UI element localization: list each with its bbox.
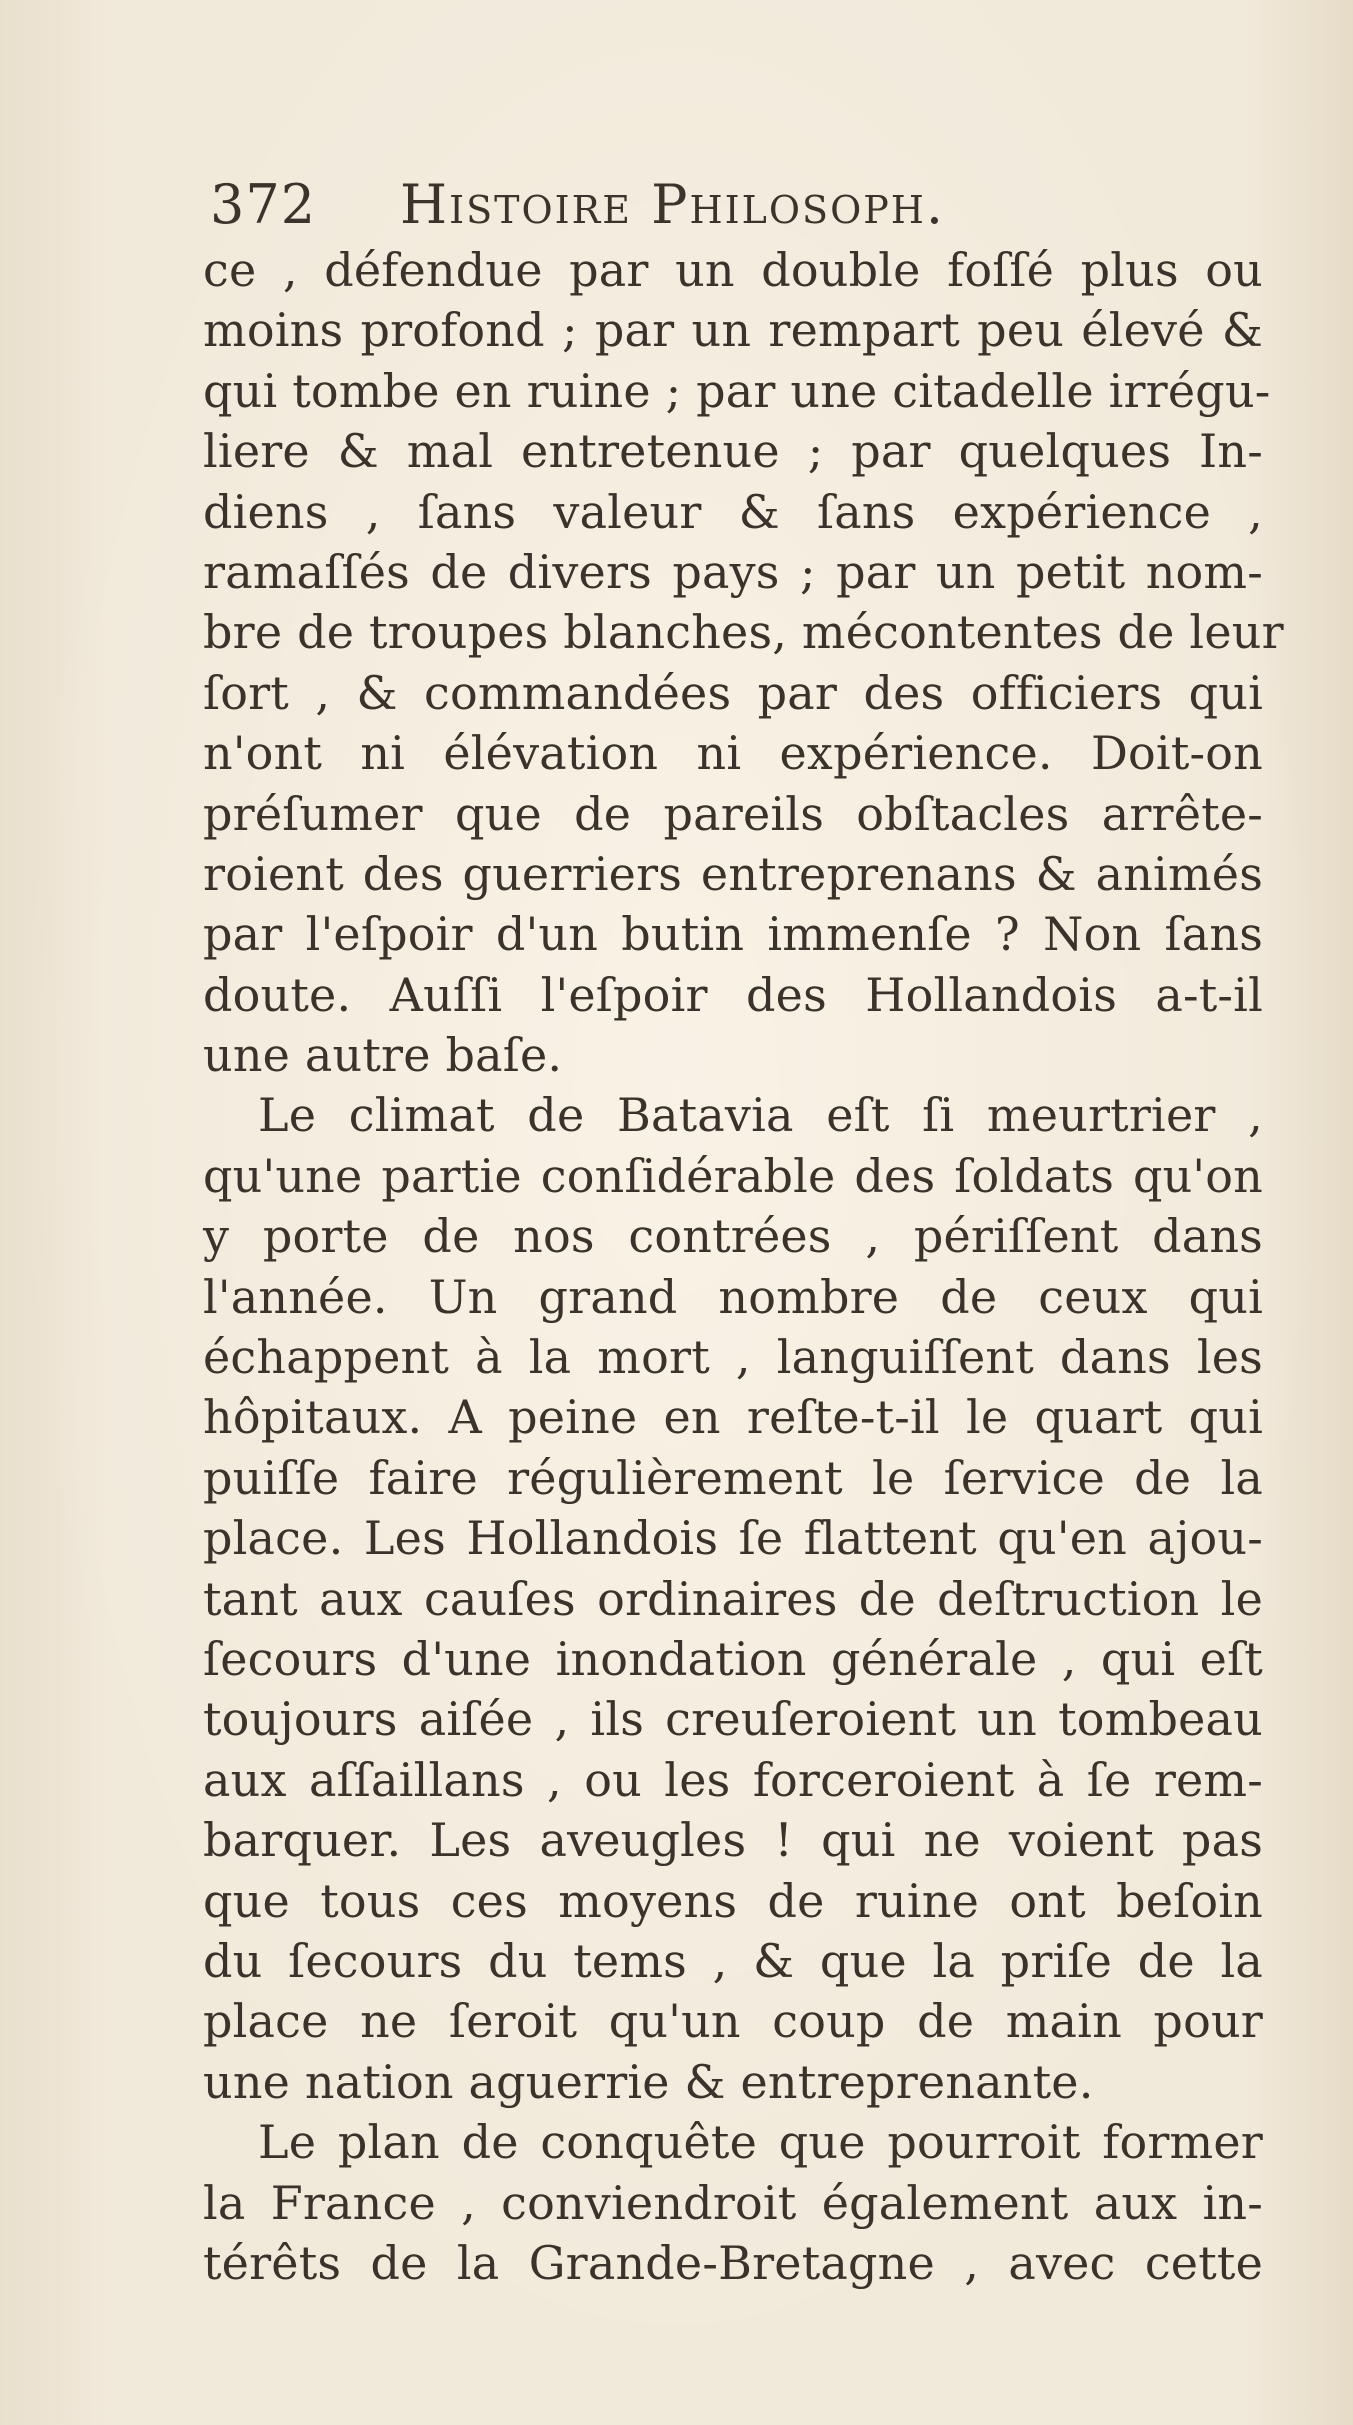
text-line: du ſecours du tems , & que la priſe de la (203, 1933, 1263, 1988)
text-line: aux aſſaillans , ou les forceroient à ſe rem- (203, 1752, 1263, 1807)
page-number: 372 (210, 173, 317, 236)
text-line: ce , défendue par un double foſſé plus ou (203, 243, 1263, 297)
body-text (203, 240, 1284, 2293)
text-line: Le plan de conquête que pourroit former (258, 2115, 1263, 2170)
text-line: y porte de nos contrées , périſſent dans (203, 1209, 1263, 1264)
text-line: la France , conviendroit également aux in- (203, 2175, 1263, 2230)
text-line: diens , ſans valeur & ſans expérience , (203, 484, 1263, 539)
text-line: une autre baſe. (203, 1028, 563, 1083)
text-line: Le climat de Batavia eſt ſi meurtrier , (258, 1088, 1263, 1143)
text-line: hôpitaux. A peine en reſte-t-il le quart qui (203, 1390, 1263, 1445)
text-line: qui tombe en ruine ; par une citadelle irrégu- (203, 363, 1271, 418)
text-line: préſumer que de pareils obſtacles arrête- (203, 786, 1263, 841)
page-header (210, 165, 1170, 245)
text-line: échappent à la mort , languiſſent dans les (203, 1330, 1263, 1385)
text-line: que tous ces moyens de ruine ont beſoin (203, 1873, 1263, 1928)
text-line: place ne ſeroit qu'un coup de main pour (203, 1994, 1263, 2049)
text-line: par l'eſpoir d'un butin immenſe ? Non ſans (203, 907, 1263, 962)
text-line: qu'une partie conſidérable des ſoldats qu'on (203, 1148, 1263, 1203)
text-line: bre de troupes blanches, mécontentes de leur (203, 605, 1284, 660)
text-line: ſort , & commandées par des officiers qui (203, 665, 1263, 720)
text-line: barquer. Les aveugles ! qui ne voient pas (203, 1813, 1263, 1868)
text-line: térêts de la Grande-Bretagne , avec cette (203, 2235, 1263, 2290)
text-line: place. Les Hollandois ſe flattent qu'en ajou- (203, 1511, 1263, 1566)
text-line: tant aux cauſes ordinaires de deſtruction le (203, 1571, 1263, 1626)
text-line: moins profond ; par un rempart peu élevé & (203, 303, 1263, 358)
text-line: ſecours d'une inondation générale , qui eſt (203, 1631, 1263, 1686)
text-line: roient des guerriers entreprenans & animés (203, 846, 1263, 901)
text-line: n'ont ni élévation ni expérience. Doit-on (203, 726, 1263, 781)
running-head: Histoire Philosoph. (400, 173, 946, 236)
text-line: une nation aguerrie & entreprenante. (203, 2054, 1094, 2109)
text-line: ramaſſés de divers pays ; par un petit nom- (203, 544, 1263, 599)
text-line: toujours aiſée , ils creuſeroient un tombeau (203, 1692, 1263, 1747)
text-line: doute. Auſſi l'eſpoir des Hollandois a-t-il (203, 967, 1263, 1022)
text-line: liere & mal entretenue ; par quelques In- (203, 424, 1263, 479)
text-line: l'année. Un grand nombre de ceux qui (203, 1269, 1263, 1324)
text-line: puiſſe faire régulièrement le ſervice de la (203, 1450, 1263, 1505)
